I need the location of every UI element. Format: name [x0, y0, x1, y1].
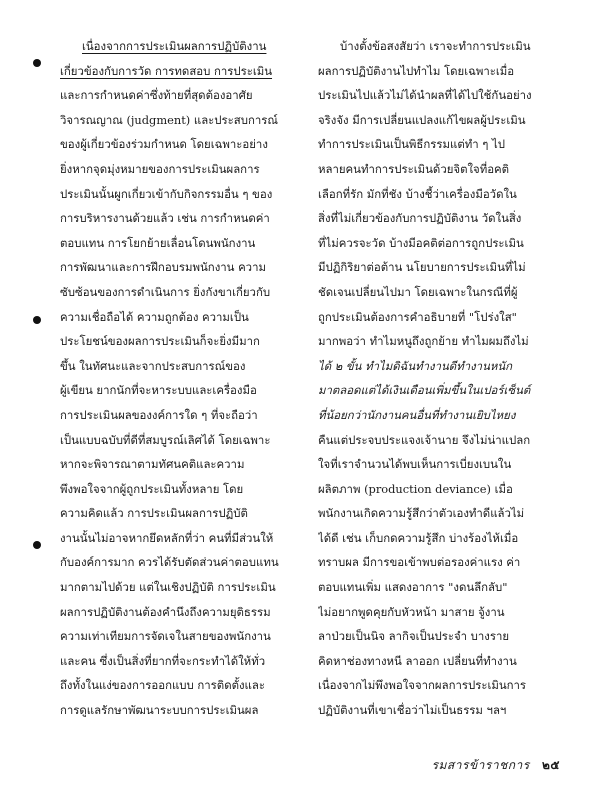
text-line: ได้ ๒ ขั้น ทำไมดิฉันทำงานดีทำงานหนัก [318, 358, 513, 373]
text-line: ยิ่งหากจุดมุ่งหมายของการประเมินผลการ [60, 161, 260, 176]
text-line: ลาป่วยเป็นนิจ ลากิจเป็นประจำ บางราย [318, 629, 510, 644]
text-line: การพัฒนาและการฝึกอบรมพนักงาน ความ [60, 260, 266, 275]
text-line: มากตามไปด้วย แต่ในเชิงปฏิบัติ การประเมิน [60, 580, 276, 595]
text-line: ผลการปฏิบัติงานไปทำไม โดยเฉพาะเมื่อ [318, 63, 515, 78]
text-line: ชัดเจนเปลี่ยนไปมา โดยเฉพาะในกรณีที่ผู้ [318, 284, 518, 299]
left-text-column [60, 34, 292, 723]
text-line: การประเมินผลของงค์การใด ๆ ที่จะถือว่า [60, 407, 258, 422]
text-line: วิจารณญาณ (judgment) และประสบการณ์ [60, 112, 278, 127]
text-line: มีปฏิกิริยาต่อต้าน นโยบายการประเมินที่ไม่ [318, 260, 526, 275]
text-line: เลือกที่รัก มักที่ชัง บ้างชี้ว่าเครื่องมือวัดใน [318, 186, 517, 201]
text-line: ถูกประเมินต้องการคำอธิบายที่ "โปร่งใส" [318, 309, 517, 324]
text-line: มาตลอดแต่ได้เงินเดือนเพิ่มขึ้นในเปอร์เซ็นต์ [318, 383, 531, 398]
text-line: หากจะพิจารณาตามทัศนคติและความ [60, 457, 245, 472]
text-line: ตอบแทน การโยกย้ายเลื่อนโดนพนักงาน [60, 235, 256, 250]
text-line: ของผู้เกี่ยวข้องร่วมกำหนด โดยเฉพาะอย่าง [60, 137, 268, 152]
text-line: มากพอว่า ทำไมหนูถึงถูกย้าย ทำไมผมถึงไม่ [318, 334, 529, 349]
text-line: เป็นแบบฉบับที่ดีที่สมบูรณ์เลิศได้ โดยเฉพาะ [60, 432, 271, 447]
text-line: ถึงทั้งในแง่ของการออกแบบ การติดตั้งและ [60, 678, 265, 693]
text-line: ไม่อยากพูดคุยกับหัวหน้า มาสาย จู้งาน [318, 604, 505, 619]
text-line: ปฏิบัติงานที่เขาเชื่อว่าไม่เป็นธรรม ฯลฯ [318, 703, 507, 718]
journal-name: รมสารข้าราชการ [431, 758, 530, 772]
punch-hole-top [33, 59, 41, 67]
text-line: ความเท่าเทียมการจัดเจในสายของพนักงาน [60, 629, 271, 644]
text-line: พึงพอใจจากผู้ถูกประเมินทั้งหลาย โดย [60, 481, 244, 496]
text-line: ที่น้อยกว่านักงานคนอื่นที่ทำงานเยิบไหยง [318, 407, 516, 422]
text-line: ได้ดี เช่น เก็บกดความรู้สึก บ่างร้องไห้เมื่อ [318, 530, 519, 545]
text-line: คืนแต่ประจบประแจงเจ้านาย จึงไม่น่าแปลก [318, 432, 531, 447]
text-line: ตอบแทนเพิ่ม แสดงอาการ "งดนลึกลับ" [318, 580, 508, 595]
text-line: คิดหาช่องทางหนี ลาออก เปลี่ยนที่ทำงาน [318, 653, 517, 668]
text-line: จริงจัง มีการเปลี่ยนแปลงแก้ไขผลผู้ประเมิน [318, 112, 526, 127]
text-line: พนักงานเกิดความรู้สึกว่าตัวเองทำดีแล้วไม่ [318, 506, 525, 521]
text-line: ความเชื่อถือได้ ความถูกต้อง ความเป็น [60, 309, 249, 324]
text-line: ทำการประเมินเป็นพิธีกรรมแต่ทำ ๆ ไป [318, 137, 505, 152]
text-line: ประเมินนั้นผูกเกี่ยวเข้ากับกิจกรรมอื่น ๆ ของ [60, 186, 273, 201]
text-line: การดูแลรักษาพัฒนาระบบการประเมินผล [60, 703, 259, 718]
text-line: ความคิดแล้ว การประเมินผลการปฏิบัติ [60, 506, 248, 521]
punch-hole-middle [33, 316, 41, 324]
text-line: บ้างตั้งข้อสงสัยว่า เราจะทำการประเมิน [340, 39, 531, 53]
text-line: และคน ซึ่งเป็นสิ่งที่ยากที่จะกระทำได้ให้ทั่ว [60, 653, 266, 668]
text-line: เกี่ยวข้องกับการวัด การทดสอบ การประเมิน [60, 63, 273, 78]
punch-hole-bottom [33, 541, 41, 549]
page-number: ๒๕ [542, 758, 560, 772]
text-line: ใจที่เราจำนวนได้พบเห็นการเบี่ยงเบนใน [318, 457, 512, 472]
text-line: กับองค์การมาก ควรได้รับตัดส่วนค่าตอบแทน [60, 555, 279, 570]
text-line: ซับซ้อนของการดำเนินการ ยิ่งกังขาเกี่ยวกับ [60, 284, 271, 299]
text-line: หลายคนทำการประเมินด้วยจิตใจที่อคติ [318, 161, 510, 176]
text-line: ผู้เขียน ยากนักที่จะหาระบบและเครื่องมือ [60, 383, 257, 398]
text-line: ทราบผล มีการขอเข้าพบต่อรองค่าแรง ค่า [318, 555, 521, 570]
text-line: ผลิตภาพ (production deviance) เมื่อ [318, 481, 513, 496]
text-line: ที่ไม่ควรจะวัด บ้างมีอคติต่อการถูกประเมิน [318, 235, 524, 250]
page-footer [432, 756, 560, 775]
text-line: สิ่งที่ไม่เกี่ยวข้องกับการปฏิบัติงาน วัดในสิ่ง [318, 211, 522, 226]
text-line: และการกำหนดค่าซึ่งท้ายที่สุดต้องอาศัย [60, 88, 253, 103]
text-line: ผลการปฏิบัติงานต้องคำนึงถึงความยุติธรรม [60, 604, 271, 619]
text-line: ประโยชน์ของผลการประเมินก็จะยิ่งมีมาก [60, 334, 260, 349]
text-line: ขึ้น ในทัศนะและจากประสบการณ์ของ [60, 358, 246, 373]
text-line: เนื่องจากการประเมินผลการปฏิบัติงาน [82, 39, 267, 53]
text-line: ประเมินไปแล้วไม่ได้นำผลที่ได้ไปใช้กันอย่าง [318, 88, 532, 103]
text-line: งานนั้นไม่อาจหากยึดหลักที่ว่า คนที่มีส่วนให้ [60, 530, 274, 545]
right-text-column [318, 34, 550, 723]
text-line: เนื่องจากไม่พึงพอใจจากผลการประเมินการ [318, 678, 527, 693]
text-line: การบริหารงานด้วยแล้ว เช่น การกำหนดค่า [60, 211, 270, 226]
